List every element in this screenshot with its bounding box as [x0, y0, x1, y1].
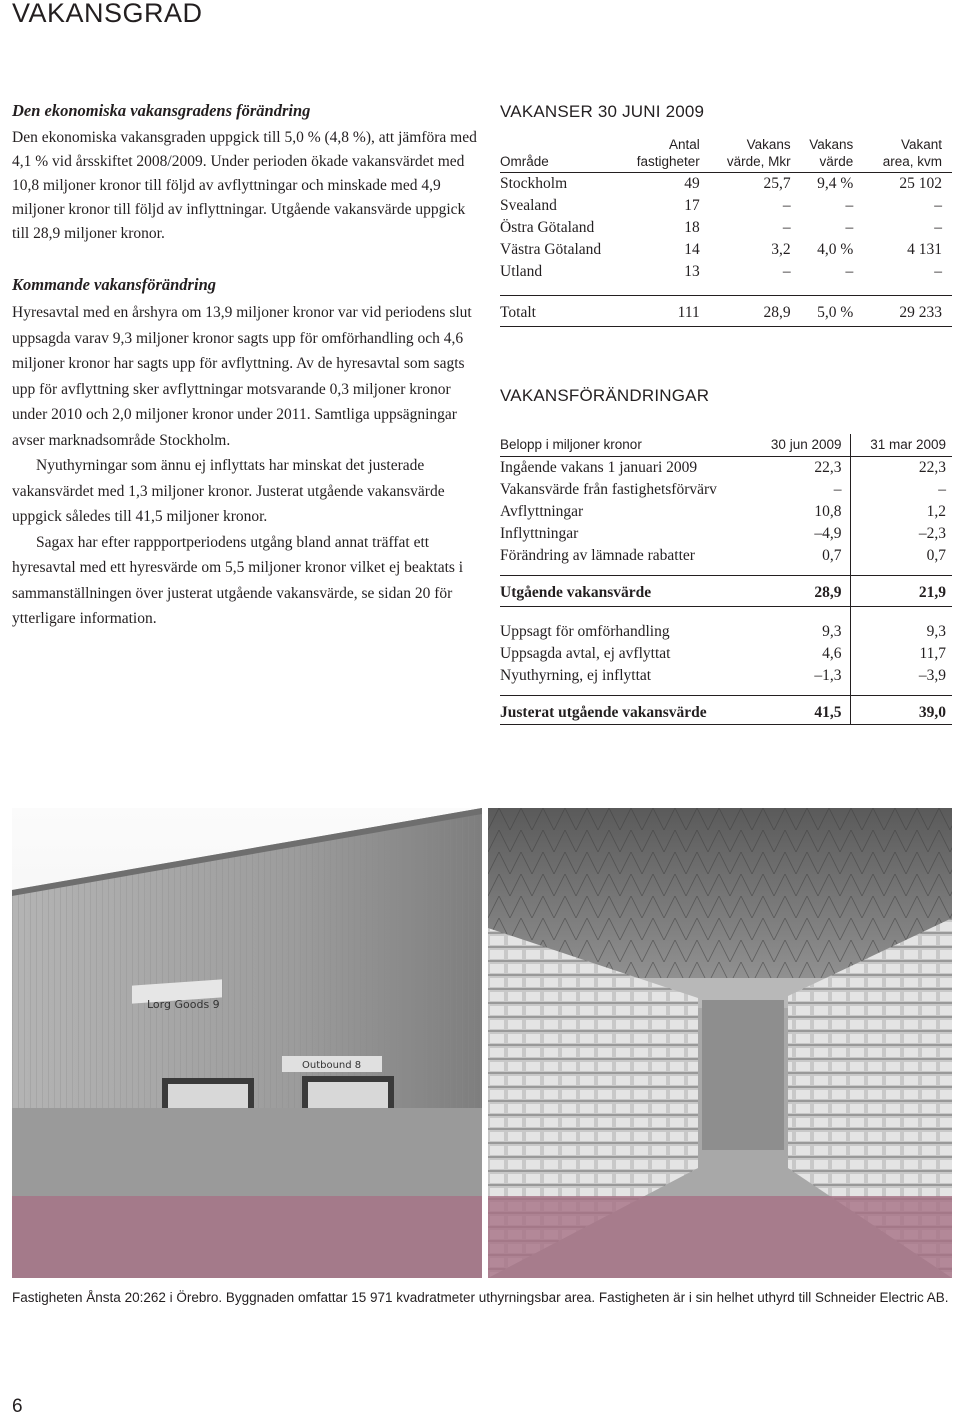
table-title-vakansforandringar: VAKANSFÖRÄNDRINGAR [500, 386, 710, 405]
row-label: Uppsagt för omförhandling [500, 623, 670, 640]
row-label: Vakansvärde från fastighetsförvärv [500, 481, 717, 498]
cell-value: – [782, 219, 791, 236]
cell-area: Stockholm [500, 175, 568, 192]
cell-rate: – [845, 197, 854, 214]
row-label: Förändring av lämnade rabatter [500, 547, 695, 564]
photo-caption: Fastigheten Ånsta 20:262 i Örebro. Byggnaden omfattar 15 971 kvadratmeter uthyrningsbar area. Fastigheten är i sin helhet uthyrd till Schneider Electric AB. [12, 1290, 949, 1305]
row-value-a: 9,3 [746, 621, 850, 643]
table-header-row [500, 434, 952, 457]
table-row [500, 545, 952, 567]
table-row [500, 217, 952, 239]
table-row [500, 173, 952, 196]
table-row [500, 457, 952, 480]
paragraph-kommande-3: Sagax har efter rappportperiodens utgång bland annat träffat ett hyresavtal med ett hyresvärde om 5,5 miljoner kronor vilket ej beaktats i sammanställningen över justerat utgående vakansvärde, se sidan 20 för ytterligare information. [12, 533, 464, 627]
row-value-b: –3,9 [918, 667, 946, 684]
header-vakant-area: Vakant area, kvm [882, 137, 942, 169]
paragraph-kommande-2: Nyuthyrningar som ännu ej inflyttats har minskat det justerade vakansvärdet med 1,3 miljoner kronor. Justerat utgående vakansvärde uppgick således till 41,5 miljoner kronor. [12, 457, 445, 525]
page-number: 6 [12, 1396, 23, 1417]
cell-area: Svealand [500, 197, 557, 214]
page-title: VAKANSGRAD [12, 0, 203, 28]
cell-count: 18 [684, 219, 700, 236]
subtotal-value-b: 21,9 [918, 584, 946, 601]
header-31-mar-2009: 31 mar 2009 [870, 437, 946, 452]
body-text-column [12, 100, 482, 632]
final-label: Justerat utgående vakansvärde [500, 696, 746, 725]
table-row [500, 523, 952, 545]
table-row [500, 665, 952, 687]
cell-area: Utland [500, 263, 543, 280]
cell-area: Västra Götaland [500, 241, 602, 258]
subtotal-row [500, 576, 952, 605]
header-omrade: Område [500, 154, 549, 169]
cell-value: 3,2 [771, 241, 791, 258]
row-value-a: 4,6 [746, 643, 850, 665]
final-row [500, 696, 952, 725]
vakansforandringar-table-block [500, 386, 952, 725]
cell-count: 17 [684, 197, 700, 214]
row-value-b: – [938, 481, 946, 498]
table-row [500, 621, 952, 643]
warehouse-photo [488, 808, 952, 1278]
vakanser-table [500, 136, 952, 327]
warehouse-illustration [488, 808, 952, 1278]
cell-value: – [782, 263, 791, 280]
row-label: Uppsagda avtal, ej avflyttat [500, 645, 671, 662]
total-count: 111 [610, 296, 700, 327]
row-value-b: 0,7 [926, 547, 946, 564]
row-value-a: 22,3 [746, 457, 850, 480]
cell-rate: – [845, 263, 854, 280]
final-value-a: 41,5 [746, 696, 850, 725]
cell-count: 14 [684, 241, 700, 258]
header-antal: Antal fastigheter [636, 137, 700, 169]
cell-area: Östra Götaland [500, 219, 595, 236]
cell-rate: 9,4 % [817, 175, 854, 192]
table-row [500, 195, 952, 217]
total-rate: 5,0 % [791, 296, 854, 327]
building-sign-1: Lorg Goods 9 [147, 998, 220, 1011]
header-vakansvarde-mkr: Vakans värde, Mkr [726, 137, 791, 169]
table-header-row [500, 136, 952, 173]
table-title-vakanser: VAKANSER 30 JUNI 2009 [500, 102, 705, 121]
row-value-a: – [746, 479, 850, 501]
header-vakansvarde: Vakans värde [809, 137, 854, 169]
table-row [500, 643, 952, 665]
building-sign-2: Outbound 8 [302, 1060, 362, 1071]
table-total-row [500, 296, 952, 327]
row-value-a: –1,3 [746, 665, 850, 687]
row-label: Inflyttningar [500, 525, 579, 542]
cell-value: – [782, 197, 791, 214]
row-value-b: –2,3 [918, 525, 946, 542]
row-value-a: 0,7 [746, 545, 850, 567]
paragraph-vakansgrad: Den ekonomiska vakansgraden uppgick till 5,0 % (4,8 %), att jämföra med 4,1 % vid årsskiftet 2008/2009. Under perioden ökade vakansvärdet med 10,8 miljoner kronor till följd av avflyttningar och minskade med 4,9 miljoner kronor till följd av inflyttningar. Utgående vakansvärde uppgick till 28,9 miljoner kronor. [12, 129, 477, 242]
cell-sqm: – [934, 197, 942, 214]
vakansforandringar-table [500, 434, 952, 725]
cell-count: 49 [684, 175, 700, 192]
section-heading-kommande: Kommande vakansförändring [12, 275, 216, 294]
cell-sqm: 25 102 [899, 175, 942, 192]
table-row [500, 479, 952, 501]
vakanser-table-block [500, 102, 952, 327]
cell-sqm: – [934, 263, 942, 280]
cell-count: 13 [684, 263, 700, 280]
row-value-b: 22,3 [918, 459, 946, 476]
subtotal-label: Utgående vakansvärde [500, 584, 652, 601]
paragraph-kommande-1: Hyresavtal med en årshyra om 13,9 miljoner kronor var vid periodens slut uppsagda varav 9,3 miljoner kronor sagts upp för omförhandling och 4,6 miljoner kronor har sagts upp för avflyttning. Av de hyresavtal som sagts upp för avflyttning sker avflyttningar motsvarande 0,3 miljoner kronor under 2010 och 2,0 miljoner kronor under 2011. Samtliga uppsägningar avser marknadsområde Stockholm. [12, 304, 472, 449]
cell-sqm: – [934, 219, 942, 236]
table-row [500, 501, 952, 523]
header-30-jun-2009: 30 jun 2009 [746, 434, 850, 457]
total-value: 28,9 [700, 296, 791, 327]
row-label: Ingående vakans 1 januari 2009 [500, 459, 698, 476]
total-sqm: 29 233 [853, 296, 952, 327]
cell-rate: – [845, 219, 854, 236]
final-value-b: 39,0 [850, 696, 952, 725]
row-label: Avflyttningar [500, 503, 584, 520]
section-heading-vakansgrad: Den ekonomiska vakansgradens förändring [12, 101, 311, 120]
header-belopp: Belopp i miljoner kronor [500, 437, 642, 452]
row-value-b: 11,7 [919, 645, 946, 662]
building-illustration [12, 808, 482, 1278]
cell-value: 25,7 [763, 175, 791, 192]
total-label: Totalt [500, 296, 610, 327]
subtotal-value-a: 28,9 [746, 576, 850, 605]
table-row [500, 261, 952, 283]
cell-sqm: 4 131 [907, 241, 942, 258]
cell-rate: 4,0 % [817, 241, 854, 258]
row-value-a: 10,8 [746, 501, 850, 523]
row-value-a: –4,9 [746, 523, 850, 545]
row-value-b: 9,3 [926, 623, 946, 640]
table-row [500, 239, 952, 261]
row-value-b: 1,2 [926, 503, 946, 520]
building-photo [12, 808, 482, 1278]
row-label: Nyuthyrning, ej inflyttat [500, 667, 652, 684]
